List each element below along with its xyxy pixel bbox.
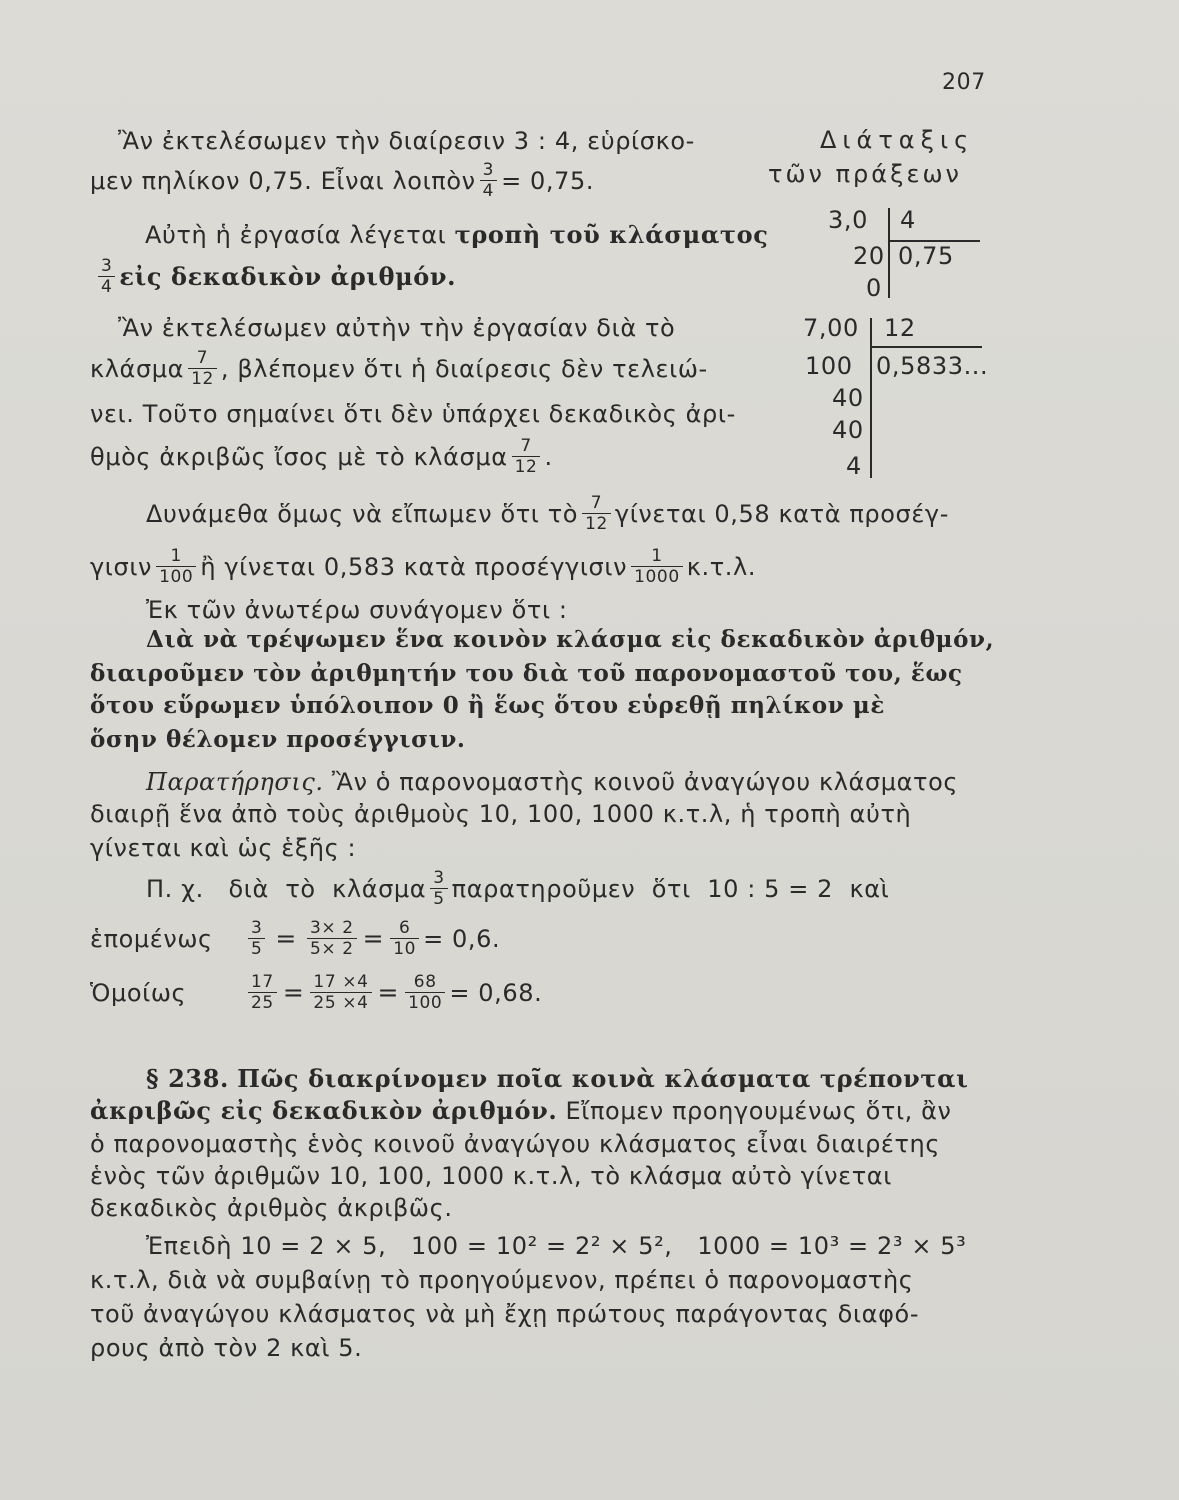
p2-line1: Αὐτὴ ἡ ἐργασία λέγεται τροπὴ τοῦ κλάσματος <box>145 220 769 249</box>
remark-line2: διαιρῇ ἕνα ἀπὸ τοὺς ἀριθμοὺς 10, 100, 1000 κ.τ.λ, ἡ τροπὴ αὐτὴ <box>90 800 912 828</box>
div2-remainder3: 40 <box>832 416 864 444</box>
section-line9: ρους ἀπὸ τὸν 2 καὶ 5. <box>90 1334 363 1362</box>
remark-line1: Παρατήρησις. Ἂν ὁ παρονομαστὴς κοινοῦ ἀναγώγου κλάσματος <box>146 768 959 796</box>
side-title-line2: τῶν πράξεων <box>768 160 962 188</box>
div2-remainder2: 40 <box>832 384 864 412</box>
remark-line3: γίνεται καὶ ὡς ἑξῆς : <box>90 834 357 862</box>
div2-quotient: 0,5833... <box>876 352 989 380</box>
section-line7: κ.τ.λ, διὰ νὰ συμβαίνῃ τὸ προηγούμενον, πρέπει ὁ παρονομαστὴς <box>90 1266 914 1294</box>
fraction-68-100: $\frac{68}{100}$ <box>405 972 445 1013</box>
div1-remainder2: 0 <box>866 274 882 302</box>
fraction-3-5: $\frac{3}{5}$ <box>430 868 447 909</box>
p1-line2: μεν πηλίκον 0,75. Εἶναι λοιπὸν $\frac{3}{4}$ = 0,75. <box>90 160 595 201</box>
div1-dividend: 3,0 <box>828 206 868 234</box>
div2-divisor: 12 <box>884 314 916 342</box>
div2-horizontal-line <box>870 346 982 348</box>
p1-line1: Ἂν ἐκτελέσωμεν τὴν διαίρεσιν 3 : 4, εὑρίσκο- <box>118 127 695 155</box>
fraction-7-12: $\frac{7}{12}$ <box>512 436 541 477</box>
p3-line1: Ἂν ἐκτελέσωμεν αὐτὴν τὴν ἐργασίαν διὰ τὸ <box>118 314 676 342</box>
div1-vertical-line <box>888 208 890 298</box>
rule-line4: ὅσην θέλομεν προσέγγισιν. <box>90 726 466 753</box>
section-line6: Ἐπειδὴ 10 = 2 × 5, 100 = 10² = 2² × 5², 1000 = 10³ = 2³ × 5³ <box>146 1232 967 1260</box>
section-line3: ὁ παρονομαστὴς ἑνὸς κοινοῦ ἀναγώγου κλάσματος εἶναι διαιρέτης <box>90 1130 941 1158</box>
p5-line: Ἐκ τῶν ἀνωτέρω συνάγομεν ὅτι : <box>146 596 568 624</box>
fraction-7-12: $\frac{7}{12}$ <box>582 493 611 534</box>
div1-divisor: 4 <box>900 206 916 234</box>
section-heading-line2: ἀκριβῶς εἰς δεκαδικὸν ἀριθμόν. Εἴπομεν προηγουμένως ὅτι, ἂν <box>90 1096 952 1125</box>
section-heading-line1: § 238. Πῶς διακρίνομεν ποῖα κοινὰ κλάσματα τρέπονται <box>146 1064 969 1093</box>
section-line8: τοῦ ἀναγώγου κλάσματος νὰ μὴ ἔχῃ πρώτους παράγοντας διαφό- <box>90 1300 920 1328</box>
example-line1: Π. χ. διὰ τὸ κλάσμα $\frac{3}{5}$ παρατηροῦμεν ὅτι 10 : 5 = 2 καὶ <box>146 868 890 909</box>
rule-line1: Διὰ νὰ τρέψωμεν ἕνα κοινὸν κλάσμα εἰς δεκαδικὸν ἀριθμόν, <box>146 626 995 653</box>
page-number: 207 <box>942 70 986 95</box>
section-line5: δεκαδικὸς ἀριθμὸς ἀκριβῶς. <box>90 1194 453 1222</box>
p4-line1: Δυνάμεθα ὅμως νὰ εἴπωμεν ὅτι τὸ $\frac{7}{12}$ γίνεται 0,58 κατὰ προσέγ- <box>146 493 949 534</box>
div2-vertical-line <box>870 318 872 478</box>
rule-line2: διαιροῦμεν τὸν ἀριθμητήν του διὰ τοῦ παρονομαστοῦ του, ἕως <box>90 660 963 687</box>
div2-remainder4: 4 <box>846 452 862 480</box>
fraction-3-4: $\frac{3}{4}$ <box>480 160 497 201</box>
div1-remainder1: 20 <box>853 242 885 270</box>
p3-line2: κλάσμα $\frac{7}{12}$ , βλέπομεν ὅτι ἡ διαίρεσις δὲν τελειώ- <box>90 348 708 389</box>
fraction-3-4: $\frac{3}{4}$ <box>98 256 115 297</box>
fraction-1-100: $\frac{1}{100}$ <box>156 546 196 587</box>
div2-remainder1: 100 <box>805 352 853 380</box>
p3-line4: θμὸς ἀκριβῶς ἴσος μὲ τὸ κλάσμα $\frac{7}{12}$ . <box>90 436 553 477</box>
p2-line2: $\frac{3}{4}$ εἰς δεκαδικὸν ἀριθμόν. <box>94 256 456 297</box>
rule-line3: ὅτου εὕρωμεν ὑπόλοιπον 0 ἢ ἕως ὅτου εὑρεθῇ πηλίκον μὲ <box>90 692 885 719</box>
section-line4: ἑνὸς τῶν ἀριθμῶν 10, 100, 1000 κ.τ.λ, τὸ κλάσμα αὐτὸ γίνεται <box>90 1162 892 1190</box>
div1-quotient: 0,75 <box>898 242 954 270</box>
example-line2: ἑπομένως $\frac{3}{5}$ = $\frac{3\times 2}{5\times 2}$ = $\frac{6}{10}$ = 0,6. <box>90 918 501 959</box>
p3-line3: νει. Τοῦτο σημαίνει ὅτι δὲν ὑπάρχει δεκαδικὸς ἀρι- <box>90 400 736 428</box>
example-line3: Ὁμοίως $\frac{17}{25}$ = $\frac{17 \times 4}{25 \times 4}$ = $\frac{68}{100}$ = 0,68. <box>90 972 543 1013</box>
div2-dividend: 7,00 <box>803 314 859 342</box>
fraction-17x4-25x4: $\frac{17 \times 4}{25 \times 4}$ <box>310 972 371 1013</box>
side-title-line1: Διάταξις <box>820 126 975 154</box>
fraction-6-10: $\frac{6}{10}$ <box>390 918 419 959</box>
p4-line2: γισιν $\frac{1}{100}$ ἢ γίνεται 0,583 κατὰ προσέγγισιν $\frac{1}{1000}$ κ.τ.λ. <box>90 546 757 587</box>
fraction-17-25: $\frac{17}{25}$ <box>248 972 277 1013</box>
div1-horizontal-line <box>888 240 980 242</box>
fraction-3-5: $\frac{3}{5}$ <box>248 918 265 959</box>
fraction-3x2-5x2: $\frac{3\times 2}{5\times 2}$ <box>307 918 357 959</box>
fraction-1-1000: $\frac{1}{1000}$ <box>631 546 683 587</box>
fraction-7-12: $\frac{7}{12}$ <box>188 348 217 389</box>
